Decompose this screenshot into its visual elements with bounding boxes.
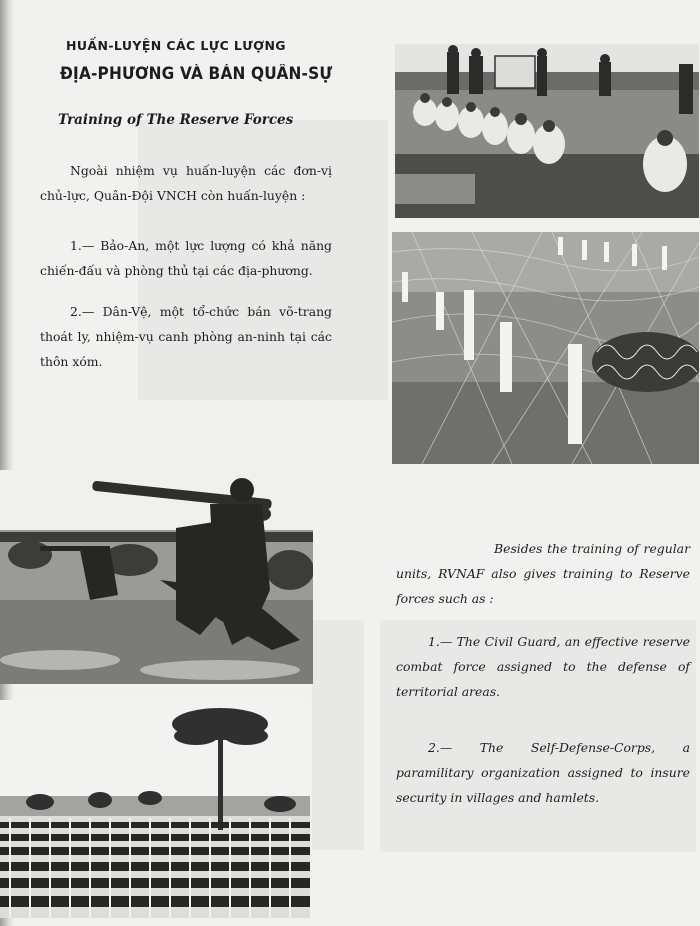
en-intro-paragraph — [396, 536, 690, 611]
vn-item-1-text: 1.— Bảo-An, một lực lượng có khả năng chiến-đấu và phòng thủ tại các địa-phương. — [40, 238, 332, 278]
en-item-1-text: 1.— The Civil Guard, an effective reserve combat force assigned to the defense of territorial areas. — [396, 634, 690, 699]
title-vn-line1: HUẤN-LUYỆN CÁC LỰC LƯỢNG — [66, 38, 286, 53]
vn-item-2-text: 2.— Dân-Vệ, một tổ-chức bán võ-trang thoát ly, nhiệm-vụ canh phòng an-ninh tại các thôn xóm. — [40, 304, 332, 369]
photo-barbed-wire-defense — [392, 232, 699, 464]
en-intro-text: Besides the training of regular units, RVNAF also gives training to Reserve forces such as : — [396, 541, 690, 606]
vn-intro-text: Ngoài nhiệm vụ huấn-luyện các đơn-vị chủ-lực, Quân-Đội VNCH còn huấn-luyện : — [40, 163, 332, 203]
en-item-2 — [396, 735, 690, 810]
photo-field-training-class — [395, 44, 699, 218]
vn-intro-paragraph — [40, 158, 332, 208]
vn-item-1 — [40, 233, 332, 283]
vn-item-2 — [40, 299, 332, 374]
title-en: Training of The Reserve Forces — [58, 112, 294, 128]
photo-bazooka-training — [0, 470, 313, 684]
bleed-through-area-2 — [312, 620, 364, 850]
en-item-2-text: 2.— The Self-Defense-Corps, a paramilitary organization assigned to insure security in villages and hamlets. — [396, 740, 690, 805]
en-item-1 — [396, 629, 690, 704]
photo-troop-formation — [0, 700, 310, 918]
title-vn-line2: ĐỊA-PHƯƠNG VÀ BÁN QUÂN-SỰ — [60, 64, 333, 83]
